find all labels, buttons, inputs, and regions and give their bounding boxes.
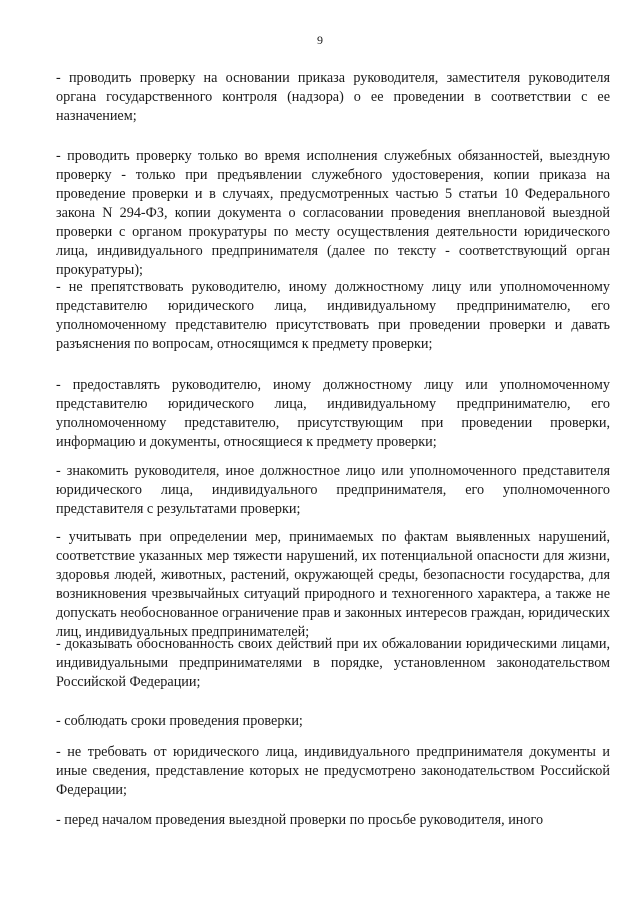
page-number: 9: [317, 33, 323, 47]
paragraph-not-require-documents: - не требовать от юридического лица, индивидуального предпринимателя документы и иные сведения, представление которых не предусмотрено законодательством Российской Федерации;: [56, 744, 610, 798]
paragraph-provide-information: - предоставлять руководителю, иному должностному лицу или уполномоченному представителю юридического лица, индивидуальному предпринимателю, его уполномоченному представителю, присутствующим при проведении проверки, информацию и документы, относящиеся к предмету проверки;: [56, 377, 610, 450]
paragraph-conduct-on-order: - проводить проверку на основании приказа руководителя, заместителя руководителя органа государственного контроля (надзора) о ее проведении в соответствии с ее назначением;: [56, 70, 610, 124]
paragraph-conduct-during-duties: - проводить проверку только во время исполнения служебных обязанностей, выездную проверку - только при предъявлении служебного удостоверения, копии приказа на проведение проверки и в случаях, предусмотренных частью 5 статьи 10 Федерального закона N 294-ФЗ, копии документа о согласовании проведения внеплановой выездной проверки с органом прокуратуры по месту осуществления деятельности юридического лица, индивидуального предпринимателя (далее по тексту - соответствующий орган прокуратуры);: [56, 148, 610, 278]
paragraph-not-obstruct: - не препятствовать руководителю, иному должностному лицу или уполномоченному представителю юридического лица, индивидуальному предпринимателю, его уполномоченному представителю присутствовать при проведении проверки и давать разъяснения по вопросам, относящимся к предмету проверки;: [56, 279, 610, 352]
paragraph-acquaint-results: - знакомить руководителя, иное должностное лицо или уполномоченного представителя юридического лица, индивидуального предпринимателя, его уполномоченного представителя с результатами проверки;: [56, 463, 610, 517]
paragraph-consider-measures: - учитывать при определении мер, принимаемых по фактам выявленных нарушений, соответствие указанных мер тяжести нарушений, их потенциальной опасности для жизни, здоровья людей, животных, растений, окружающей среды, безопасности государства, для возникновения чрезвычайных ситуаций природного и техногенного характера, а также не допускать необоснованное ограничение прав и законных интересов граждан, юридических лиц, индивидуальных предпринимателей;: [56, 529, 610, 640]
paragraph-prove-validity: - доказывать обоснованность своих действий при их обжаловании юридическими лицами, индивидуальными предпринимателями в порядке, установленном законодательством Российской Федерации;: [56, 636, 610, 690]
paragraph-observe-deadlines: - соблюдать сроки проведения проверки;: [56, 713, 303, 729]
paragraph-before-inspection: - перед началом проведения выездной проверки по просьбе руководителя, иного: [56, 812, 544, 828]
